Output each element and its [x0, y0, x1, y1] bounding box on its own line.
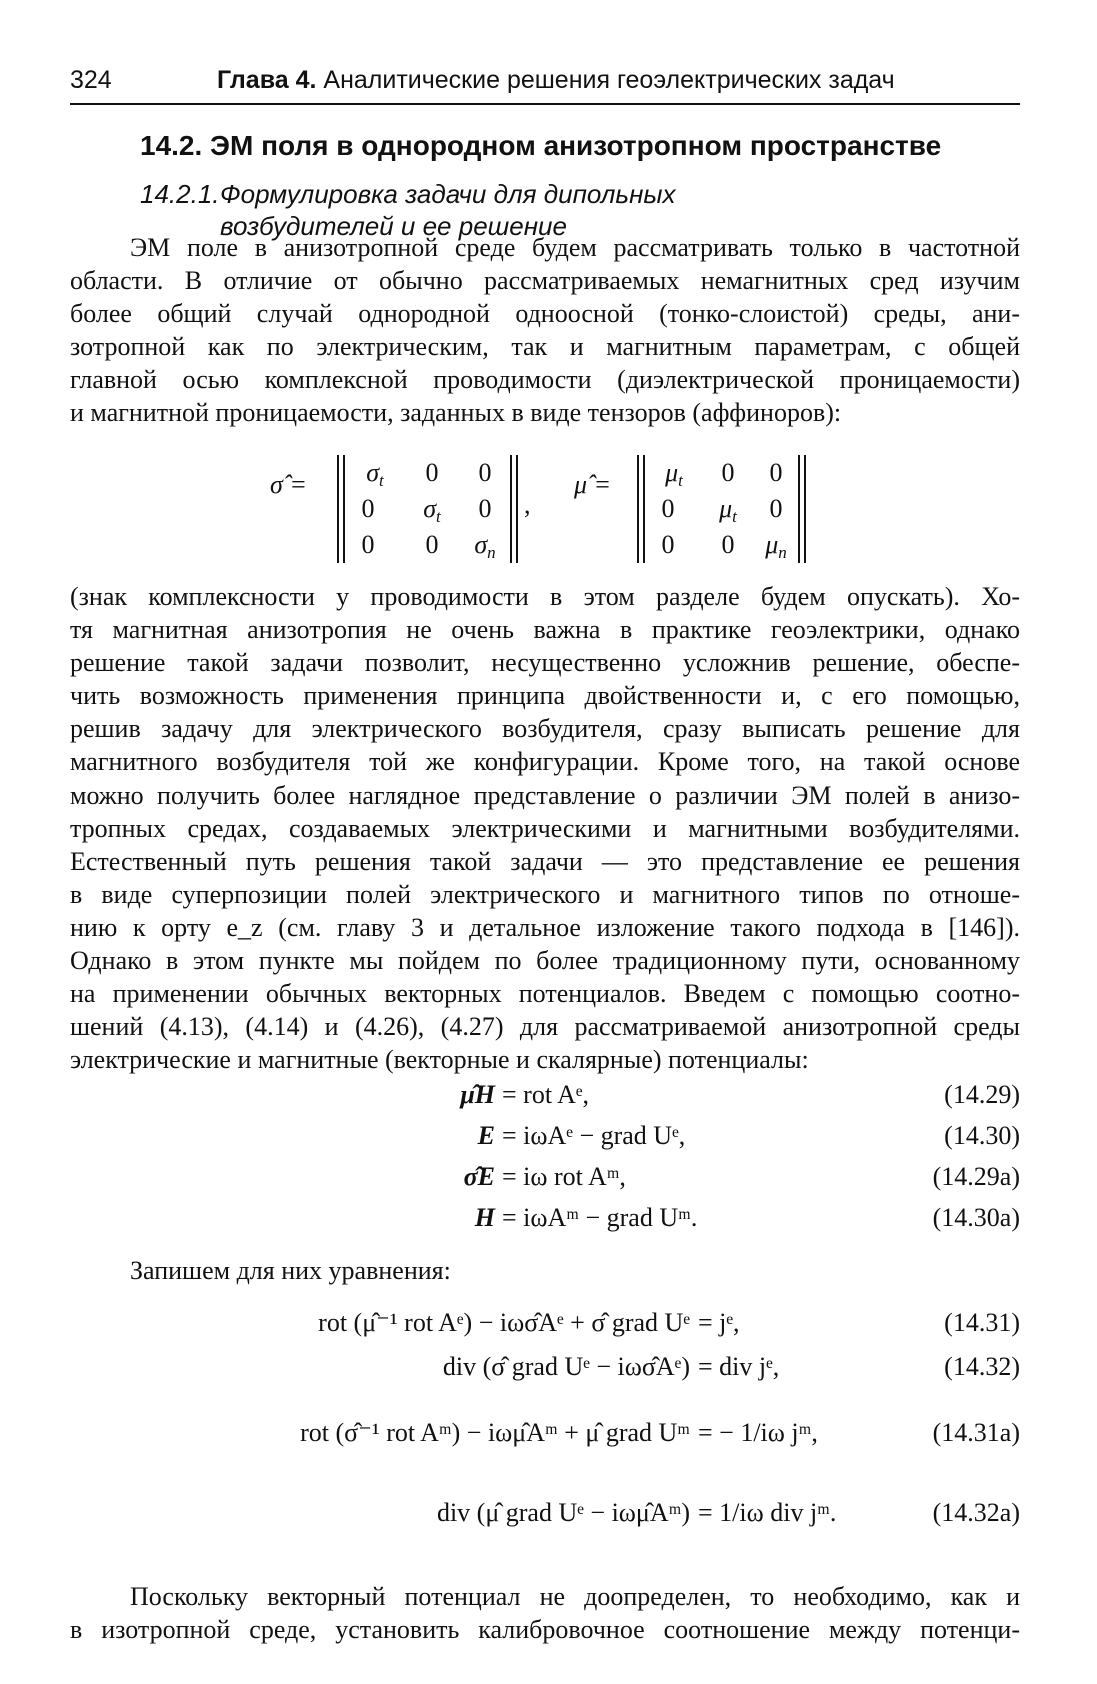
subsection-title-line1: Формулировка задачи для дипольных: [220, 179, 676, 209]
text-line: ЭМ поле в анизотропной среде будем рассматривать только в частотной: [130, 233, 1020, 262]
equation-14-30a: [70, 1203, 1020, 1239]
eq-lhs: μ̂H: [460, 1080, 495, 1109]
matrix-bar: [637, 455, 639, 563]
text-line: тропных средах, создаваемых электрическими и магнитными возбудителями.: [70, 813, 1020, 843]
mu-hat-label: μ̂ =: [574, 470, 612, 499]
text-line: и магнитной проницаемости, заданных в виде тензоров (аффиноров):: [70, 398, 842, 428]
paragraph-2: [70, 580, 1020, 1076]
chapter-title: Аналитические решения геоэлектрических задач: [323, 66, 895, 94]
matrix-bar: [643, 455, 645, 563]
text-line: Запишем для них уравнения:: [130, 1256, 451, 1285]
mu-cell-21: 0: [661, 494, 675, 523]
sigma-cell-32: 0: [425, 530, 439, 559]
sigma-hat-label: σ̂ =: [270, 470, 307, 499]
eq-number: (14.31a): [932, 1418, 1020, 1447]
eq-rhs: = rot Aᵉ,: [502, 1080, 590, 1109]
paragraph-3: [70, 1580, 1020, 1646]
mu-cell-11: $\mu_t$: [665, 458, 683, 491]
eq-rhs: = − 1/iω jᵐ,: [698, 1418, 818, 1447]
eq-rhs: = jᵉ,: [698, 1308, 740, 1337]
matrix-bar: [343, 455, 345, 563]
matrix-bar: [804, 455, 806, 563]
section-title: 14.2. ЭМ поля в однородном анизотропном пространстве: [140, 130, 942, 161]
eq-lhs: σ̂E: [463, 1162, 495, 1191]
eq-number: (14.29): [944, 1080, 1020, 1109]
eq-rhs: = 1/iω div jᵐ.: [698, 1498, 837, 1527]
mu-cell-13: 0: [769, 458, 783, 487]
text-line: решение такой задачи позволит, несущественно усложнив решение, обеспе-: [70, 648, 1020, 678]
sigma-cell-22: $\sigma_t$: [423, 494, 441, 527]
eq-rhs: = iω rot Aᵐ,: [502, 1162, 626, 1191]
eq-number: (14.29a): [932, 1162, 1020, 1191]
text-line: можно получить более наглядное представление о различии ЭМ полей в анизо-: [70, 780, 1020, 810]
running-header: [70, 62, 1020, 102]
eq-lhs: div (μ̂ grad Uᵉ − iωμ̂Aᵐ): [436, 1498, 690, 1527]
eq-number: (14.30a): [932, 1203, 1020, 1232]
mu-cell-22: $\mu_t$: [719, 494, 737, 527]
mu-cell-33: $\mu_n$: [765, 530, 787, 563]
eq-lhs: rot (σ̂⁻¹ rot Aᵐ) − iωμ̂Aᵐ + μ̂ grad Uᵐ: [300, 1418, 690, 1447]
equation-14-31a: [70, 1418, 1020, 1454]
eq-lhs: H: [474, 1203, 495, 1232]
sigma-cell-33: $\sigma_n$: [474, 530, 496, 563]
chapter-label: Глава 4.: [217, 66, 317, 94]
sigma-cell-12: 0: [425, 458, 439, 487]
text-line: магнитного возбудителя той же конфигурации. Кроме того, на такой основе: [70, 747, 1020, 777]
equation-14-31: [70, 1308, 1020, 1344]
sigma-cell-13: 0: [478, 458, 492, 487]
eq-lhs: E: [477, 1121, 495, 1150]
text-line: нию к орту e_z (см. главу 3 и детальное изложение такого подхода в [146]).: [70, 912, 1020, 942]
eq-lhs: div (σ̂ grad Uᵉ − iωσ̂Aᵉ): [442, 1352, 690, 1381]
sigma-cell-11: $\sigma_t$: [366, 458, 384, 491]
page-number: 324: [70, 66, 112, 94]
matrix-bar: [798, 455, 800, 563]
text-line: чить возможность применения принципа двойственности и, с его помощью,: [70, 681, 1020, 711]
text-line: Естественный путь решения такой задачи — это представление ее решения: [70, 846, 1020, 876]
subsection-number: 14.2.1.: [140, 179, 220, 209]
equation-14-32a: [70, 1498, 1020, 1534]
text-line: (знак комплексности у проводимости в этом разделе будем опускать). Хо-: [70, 582, 1020, 611]
text-line: шений (4.13), (4.14) и (4.26), (4.27) для рассматриваемой анизотропной среды: [70, 1012, 1020, 1042]
text-line: главной осью комплексной проводимости (диэлектрической проницаемости): [70, 365, 1020, 395]
text-line: Поскольку векторный потенциал не доопределен, то необходимо, как и: [130, 1582, 1020, 1611]
sigma-cell-31: 0: [361, 530, 375, 559]
mu-cell-12: 0: [721, 458, 735, 487]
equation-14-29: [70, 1080, 1020, 1116]
text-line: электрические и магнитные (векторные и скалярные) потенциалы:: [70, 1045, 809, 1075]
subsection-title-line2: возбудителей и ее решение: [220, 211, 567, 241]
eq-rhs: = div jᵉ,: [698, 1352, 780, 1381]
equation-14-30: [70, 1121, 1020, 1157]
text-line: Однако в этом пункте мы пойдем по более традиционному пути, основанному: [70, 946, 1020, 976]
eq-number: (14.32a): [932, 1498, 1020, 1527]
matrix-bar: [510, 455, 512, 563]
eq-number: (14.30): [944, 1121, 1020, 1150]
text-line: тя магнитная анизотропия не очень важна в практике геоэлектрики, однако: [70, 615, 1020, 645]
text-line: зотропной как по электрическим, так и магнитным параметрам, с общей: [70, 332, 1020, 362]
text-line: более общий случай однородной одноосной (тонко-слоистой) среды, ани-: [70, 299, 1020, 329]
equation-14-29a: [70, 1162, 1020, 1198]
mu-cell-32: 0: [721, 530, 735, 559]
eq-rhs: = iωAᵐ − grad Uᵐ.: [502, 1203, 698, 1232]
eq-number: (14.31): [944, 1308, 1020, 1337]
text-line: на применении обычных векторных потенциалов. Введем с помощью соотно-: [70, 979, 1020, 1009]
sigma-cell-21: 0: [361, 494, 375, 523]
eq-lhs: rot (μ̂⁻¹ rot Aᵉ) − iωσ̂Aᵉ + σ̂ grad Uᵉ: [318, 1308, 690, 1337]
chapter-heading: [217, 66, 895, 95]
equation-14-32: [70, 1352, 1020, 1388]
text-line: области. В отличие от обычно рассматриваемых немагнитных сред изучим: [70, 266, 1020, 296]
eq-number: (14.32): [944, 1352, 1020, 1381]
tensor-separator: ,: [524, 490, 531, 519]
text-line: в виде суперпозиции полей электрического и магнитного типов по отноше-: [70, 879, 1020, 909]
header-rule: [70, 103, 1020, 105]
sigma-cell-23: 0: [478, 494, 492, 523]
text-line: решив задачу для электрического возбудителя, сразу выписать решение для: [70, 714, 1020, 744]
text-line: в изотропной среде, установить калибровочное соотношение между потенци-: [70, 1615, 1020, 1645]
paragraph-1: [70, 231, 1020, 430]
write-line: [130, 1254, 930, 1287]
matrix-bar: [337, 455, 339, 563]
mu-cell-31: 0: [661, 530, 675, 559]
matrix-bar: [516, 455, 518, 563]
mu-cell-23: 0: [769, 494, 783, 523]
eq-rhs: = iωAᵉ − grad Uᵉ,: [502, 1121, 686, 1150]
